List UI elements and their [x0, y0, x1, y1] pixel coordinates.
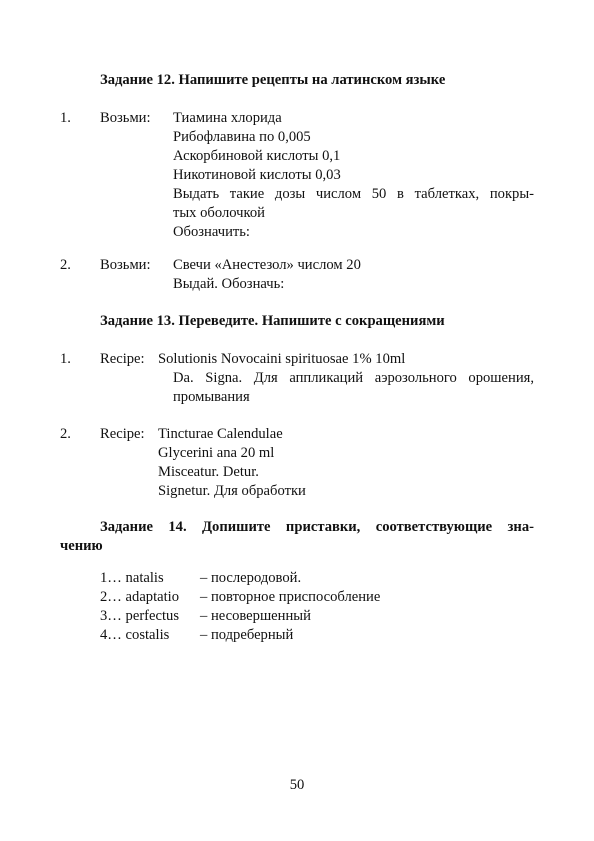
prescription-line: Glycerini ana 20 ml — [158, 445, 275, 461]
prescription-line: тых оболочкой — [173, 205, 265, 221]
prescription-line: Solutionis Novocaini spirituosae 1% 10ml — [158, 351, 406, 367]
prescription-line: Tincturae Calendulae — [158, 426, 283, 442]
task12-item2-text — [173, 256, 534, 294]
prefix-meaning: – послеродовой. — [200, 570, 302, 586]
prefix-meaning: – повторное приспособление — [200, 589, 381, 605]
prefix-meaning: – несовершенный — [200, 608, 311, 624]
page-number: 50 — [289, 777, 305, 793]
task14-heading-line1: Задание 14. Допишите приставки, соответствующие зна- — [100, 519, 534, 535]
prefix-row — [100, 607, 311, 626]
task13-heading: Задание 13. Переведите. Напишите с сокращениями — [100, 313, 445, 329]
prescription-line: Выдай. Обозначь: — [173, 276, 285, 292]
task13-item2-number: 2. — [60, 426, 71, 442]
task13-item2-label: Recipe: — [100, 426, 145, 442]
prescription-line: Выдать такие дозы числом 50 в таблетках, покры- — [173, 186, 534, 202]
task13-item1-label: Recipe: — [100, 351, 145, 367]
task12-item1-text — [173, 109, 534, 242]
task14-heading — [60, 518, 534, 556]
prescription-line: Аскорбиновой кислоты 0,1 — [173, 148, 341, 164]
prescription-line: Da. Signa. Для аппликаций аэрозольного орошения, — [173, 370, 534, 386]
task12-item1-label: Возьми: — [100, 110, 151, 126]
prescription-line: Misceatur. Detur. — [158, 464, 259, 480]
prescription-line: Тиамина хлорида — [173, 110, 282, 126]
prescription-line: Свечи «Анестезол» числом 20 — [173, 257, 361, 273]
prefix-word: 3… perfectus — [100, 608, 180, 624]
prescription-line: Обозначить: — [173, 224, 250, 240]
prescription-line: Signetur. Для обработки — [158, 483, 306, 499]
prefix-meaning: – подреберный — [200, 627, 294, 643]
prefix-row — [100, 569, 301, 588]
task12-heading: Задание 12. Напишите рецепты на латинском языке — [100, 72, 446, 88]
task12-item2-number: 2. — [60, 257, 71, 273]
task13-item1-text — [158, 350, 534, 407]
prefix-row — [100, 626, 293, 645]
prescription-line: Рибофлавина по 0,005 — [173, 129, 311, 145]
prefix-row — [100, 588, 380, 607]
task12-item2-label: Возьми: — [100, 257, 151, 273]
task13-item2-text — [158, 425, 534, 501]
prefix-word: 2… adaptatio — [100, 589, 180, 605]
prescription-line: промывания — [173, 389, 250, 405]
task14-heading-line2: чению — [60, 538, 103, 554]
prefix-word: 1… natalis — [100, 570, 164, 586]
prescription-line: Никотиновой кислоты 0,03 — [173, 167, 341, 183]
task13-item1-number: 1. — [60, 351, 71, 367]
prefix-word: 4… costalis — [100, 627, 170, 643]
task12-item1-number: 1. — [60, 110, 71, 126]
